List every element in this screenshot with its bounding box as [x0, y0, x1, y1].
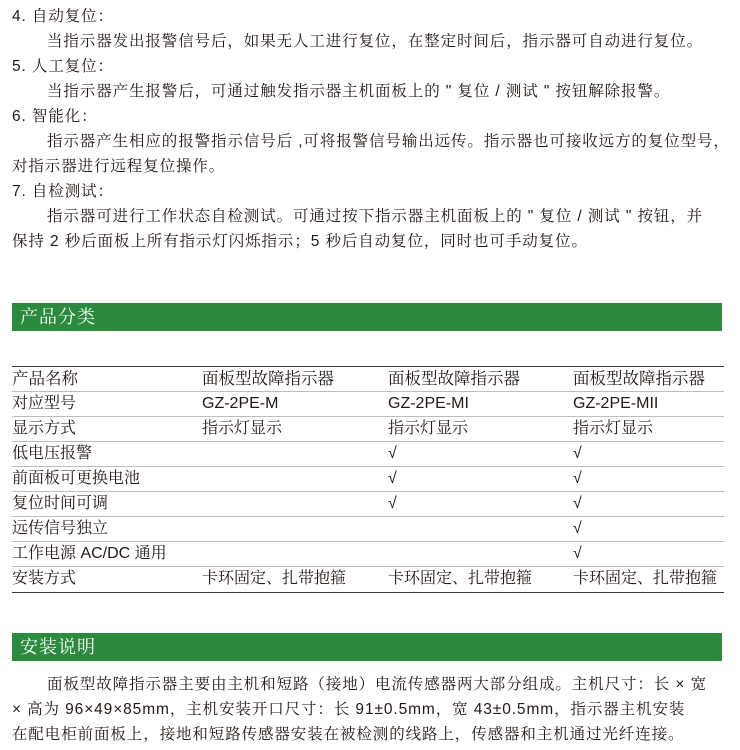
table-cell: 卡环固定、扎带抱箍 [388, 570, 533, 587]
table-cell: 指示灯显示 [202, 420, 283, 437]
check-mark: √ [573, 445, 582, 462]
row-label: 工作电源 AC/DC 通用 [12, 545, 167, 562]
table-cell: GZ-2PE-MII [573, 395, 659, 412]
product-table [12, 366, 724, 593]
table-row [12, 542, 724, 567]
feature-heading: 5. 人工复位： [12, 58, 114, 75]
table-row [12, 442, 724, 467]
feature-text: 保持 2 秒后面板上所有指示灯闪烁指示；5 秒后自动复位，同时也可手动复位。 [12, 233, 588, 250]
table-cell [202, 517, 388, 541]
feature-text: 指示器可进行工作状态自检测试。可通过按下指示器主机面板上的 " 复位 / 测试 " 按钮，并 [47, 208, 704, 225]
paragraph-line: 在配电柜前面板上，接地和短路传感器安装在被检测的线路上，传感器和主机通过光纤连接。 [12, 726, 685, 743]
column-header: 面板型故障指示器 [388, 370, 520, 388]
table-row [12, 417, 724, 442]
feature-list [0, 4, 740, 254]
table-cell [388, 542, 573, 566]
check-mark: √ [573, 470, 582, 487]
row-label: 复位时间可调 [12, 495, 109, 512]
installation-text [0, 672, 740, 747]
table-cell [202, 467, 388, 491]
feature-text: 对指示器进行远程复位操作。 [12, 158, 226, 175]
table-cell: 指示灯显示 [388, 420, 469, 437]
table-cell [202, 542, 388, 566]
row-label: 安装方式 [12, 570, 77, 587]
table-row [12, 492, 724, 517]
row-label: 低电压报警 [12, 445, 93, 462]
table-cell: 指示灯显示 [573, 420, 654, 437]
row-label: 显示方式 [12, 420, 77, 437]
row-label: 前面板可更换电池 [12, 470, 141, 487]
table-row [12, 392, 724, 417]
section-banner-installation [12, 633, 722, 661]
table-cell: 卡环固定、扎带抱箍 [573, 570, 718, 587]
table-cell: GZ-2PE-M [202, 395, 279, 412]
check-mark: √ [388, 445, 397, 462]
table-row [12, 567, 724, 592]
table-header-row [12, 367, 724, 392]
feature-heading: 7. 自检测试： [12, 183, 114, 200]
feature-heading: 6. 智能化： [12, 108, 98, 125]
column-header: 产品名称 [12, 370, 78, 388]
table-cell: 卡环固定、扎带抱箍 [202, 570, 347, 587]
paragraph-line: 面板型故障指示器主要由主机和短路（接地）电流传感器两大部分组成。主机尺寸：长 × 宽 [47, 676, 707, 693]
section-title: 安装说明 [20, 637, 96, 657]
table-row [12, 467, 724, 492]
check-mark: √ [573, 495, 582, 512]
table-cell [388, 517, 573, 541]
row-label: 对应型号 [12, 395, 77, 412]
check-mark: √ [388, 495, 397, 512]
column-header: 面板型故障指示器 [202, 370, 334, 388]
table-cell [202, 492, 388, 516]
table-cell: GZ-2PE-MI [388, 395, 469, 412]
feature-heading: 4. 自动复位： [12, 8, 114, 25]
column-header: 面板型故障指示器 [573, 370, 705, 388]
row-label: 远传信号独立 [12, 520, 109, 537]
section-banner-classification [12, 303, 722, 331]
table-row [12, 517, 724, 542]
section-title: 产品分类 [20, 307, 96, 327]
check-mark: √ [573, 520, 582, 537]
table-cell [202, 442, 388, 466]
check-mark: √ [388, 470, 397, 487]
feature-text: 指示器产生相应的报警指示信号后 ,可将报警信号输出远传。指示器也可接收远方的复位型号， [47, 133, 730, 150]
feature-text: 当指示器产生报警后，可通过触发指示器主机面板上的 " 复位 / 测试 " 按钮解除报警。 [47, 83, 671, 100]
paragraph-line: × 高为 96×49×85mm，主机安装开口尺寸：长 91±0.5mm，宽 43±0.5mm，指示器主机安装 [12, 701, 686, 718]
feature-text: 当指示器发出报警信号后，如果无人工进行复位，在整定时间后，指示器可自动进行复位。 [47, 33, 704, 50]
check-mark: √ [573, 545, 582, 562]
